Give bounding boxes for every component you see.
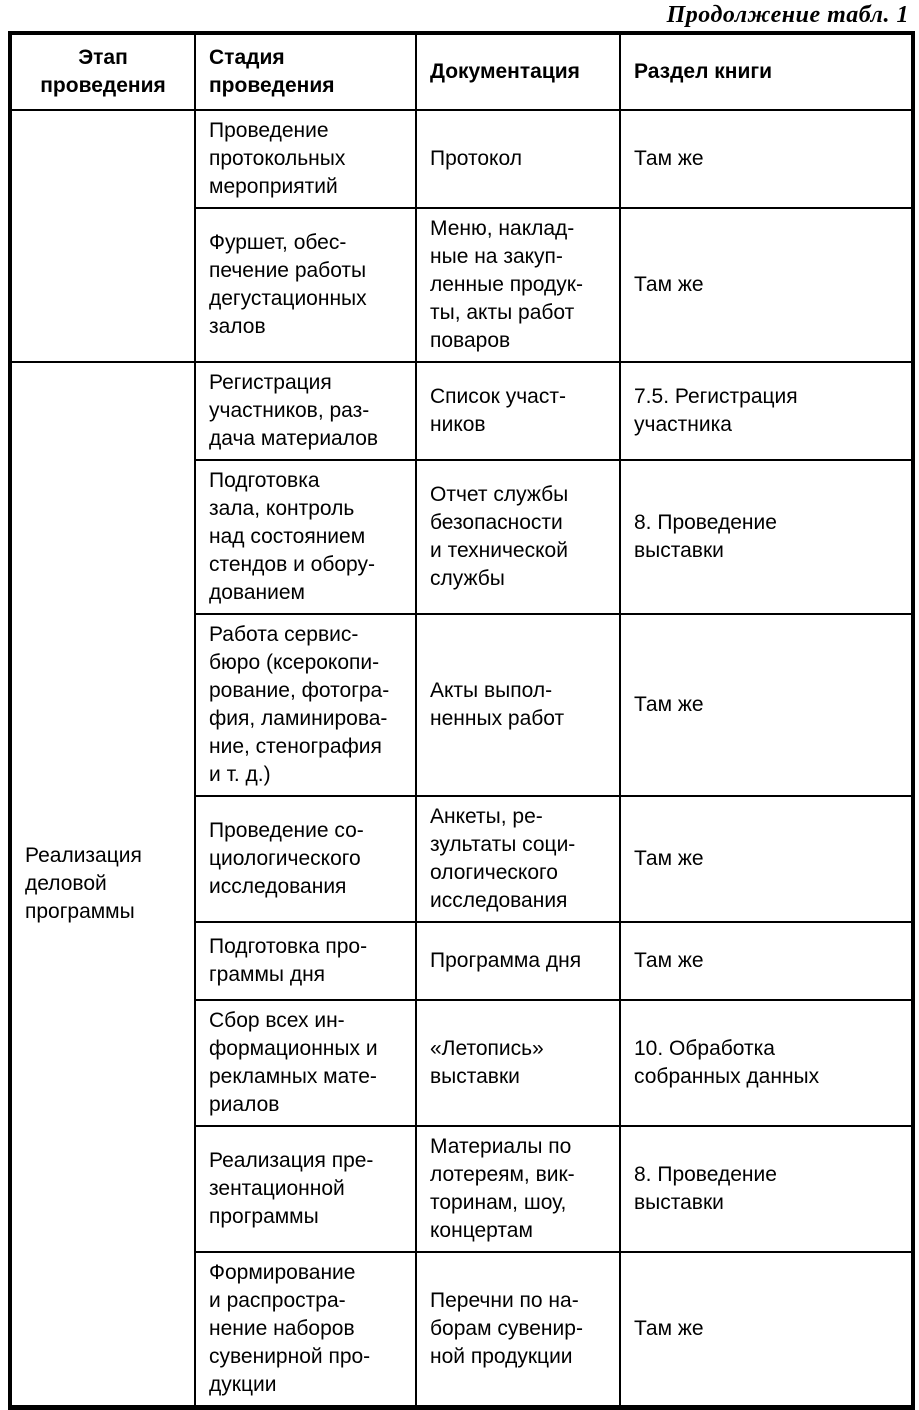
substage-cell: Проведение со- циологического исследования <box>195 796 416 922</box>
header-book: Раздел книги <box>620 33 913 110</box>
book-section-cell: Там же <box>620 922 913 1000</box>
substage-cell: Проведение протокольных мероприятий <box>195 110 416 208</box>
docs-cell: Меню, наклад- ные на закуп- ленные продук- ты, акты работ поваров <box>416 208 620 362</box>
header-docs: Документация <box>416 33 620 110</box>
header-stage: Этап проведения <box>10 33 195 110</box>
book-section-cell: Там же <box>620 614 913 796</box>
substage-cell: Работа сервис- бюро (ксерокопи- рование, фотогра- фия, ламинирова- ние, стенография и т. д.) <box>195 614 416 796</box>
book-section-cell: Там же <box>620 110 913 208</box>
substage-cell: Подготовка зала, контроль над состоянием стендов и обору- дованием <box>195 460 416 614</box>
book-section-cell: 10. Обработка собранных данных <box>620 1000 913 1126</box>
table-row <box>10 110 913 208</box>
substage-cell: Сбор всех ин- формационных и рекламных мате- риалов <box>195 1000 416 1126</box>
book-section-cell: 8. Проведение выставки <box>620 1126 913 1252</box>
book-section-cell: 7.5. Регистрация участника <box>620 362 913 460</box>
book-section-cell: Там же <box>620 796 913 922</box>
docs-cell: Программа дня <box>416 922 620 1000</box>
substage-cell: Регистрация участников, раз- дача материалов <box>195 362 416 460</box>
header-row <box>10 33 913 110</box>
docs-cell: Список участ- ников <box>416 362 620 460</box>
stage-cell <box>10 110 195 362</box>
substage-cell: Формирование и распростра- нение наборов сувенирной про- дукции <box>195 1252 416 1408</box>
docs-cell: Отчет службы безопасности и технической службы <box>416 460 620 614</box>
substage-cell: Фуршет, обес- печение работы дегустационных залов <box>195 208 416 362</box>
docs-cell: «Летопись» выставки <box>416 1000 620 1126</box>
docs-cell: Перечни по на- борам сувенир- ной продукции <box>416 1252 620 1408</box>
table-row <box>10 362 913 460</box>
stage-cell: Реализация деловой программы <box>10 362 195 1408</box>
substage-cell: Реализация пре- зентационной программы <box>195 1126 416 1252</box>
docs-cell: Акты выпол- ненных работ <box>416 614 620 796</box>
docs-cell: Анкеты, ре- зультаты соци- ологического исследования <box>416 796 620 922</box>
book-section-cell: 8. Проведение выставки <box>620 460 913 614</box>
book-section-cell: Там же <box>620 208 913 362</box>
book-section-cell: Там же <box>620 1252 913 1408</box>
substage-cell: Подготовка про- граммы дня <box>195 922 416 1000</box>
header-substage: Стадия проведения <box>195 33 416 110</box>
table-caption: Продолжение табл. 1 <box>666 2 909 28</box>
docs-cell: Протокол <box>416 110 620 208</box>
stages-table <box>8 31 915 1410</box>
docs-cell: Материалы по лотереям, вик- торинам, шоу, концертам <box>416 1126 620 1252</box>
